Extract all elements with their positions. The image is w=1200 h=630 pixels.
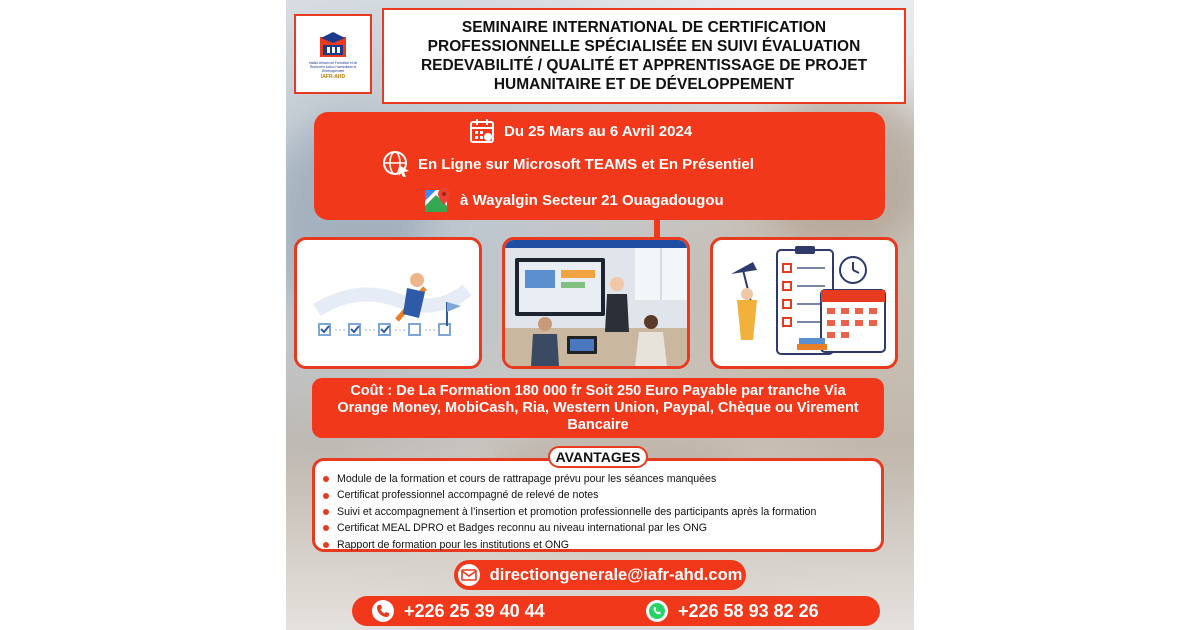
event-dates: Du 25 Mars au 6 Avril 2024 [504, 122, 693, 140]
phone-contact[interactable] [372, 600, 545, 622]
advantages-heading: AVANTAGES [548, 446, 648, 468]
advantage-text: Module de la formation et cours de rattrapage prévu pour les séances manquées [337, 473, 717, 485]
list-item [323, 471, 816, 487]
calendar-icon [468, 117, 496, 145]
connector [654, 220, 660, 238]
dates-row [468, 117, 692, 145]
email-address[interactable]: directiongenerale@iafr-ahd.com [489, 565, 743, 584]
advantages-box [312, 458, 884, 552]
envelope-icon [458, 564, 480, 586]
bullet-icon [323, 525, 329, 531]
phone-number[interactable]: +226 25 39 40 44 [404, 600, 545, 621]
event-mode: En Ligne sur Microsoft TEAMS et En Présentiel [418, 155, 754, 173]
bullet-icon [323, 509, 329, 515]
progress-illustration [294, 237, 482, 369]
bullet-icon [323, 476, 329, 482]
bullet-icon [323, 493, 329, 499]
globe-cursor-icon [382, 150, 410, 178]
meeting-room-photo [505, 240, 687, 366]
checklist-calendar-illustration [713, 240, 895, 366]
whatsapp-contact[interactable] [646, 600, 819, 622]
email-pill[interactable] [454, 560, 746, 590]
logo-acronym: IAFR-AHD [320, 73, 346, 80]
advantages-list [323, 471, 816, 553]
bullet-icon [323, 542, 329, 548]
poster [286, 0, 914, 630]
map-pin-icon [424, 186, 452, 214]
advantage-text: Certificat MEAL DPRO et Badges reconnu au niveau international par les ONG [337, 522, 707, 535]
page-title: SEMINAIRE INTERNATIONAL DE CERTIFICATION PROFESSIONNELLE SPÉCIALISÉE EN SUIVI ÉVALUATION REDEVABILITÉ / QUALITÉ ET APPRENTISSAGE DE PROJET HUMANITAIRE ET DE DÉVELOPPEMENT [420, 19, 868, 93]
advantage-text: Rapport de formation pour les institutions et ONG [337, 538, 569, 551]
meeting-photo [502, 237, 690, 369]
mode-row [382, 150, 754, 178]
event-details-panel [314, 112, 885, 220]
phone-icon [372, 600, 394, 622]
list-item [323, 504, 816, 520]
planning-illustration [710, 237, 898, 369]
advantage-text: Suivi et accompagnement à l’insertion et promotion professionnelle des participants après la formation [337, 505, 817, 518]
title-box [382, 8, 906, 104]
event-location: à Wayalgin Secteur 21 Ouagadougou [460, 191, 724, 209]
advantage-text: Certificat professionnel accompagné de relevé de notes [337, 489, 599, 502]
whatsapp-number[interactable]: +226 58 93 82 26 [678, 600, 819, 621]
list-item [323, 520, 816, 536]
list-item [323, 537, 816, 553]
graduation-cap-logo-icon [318, 29, 348, 59]
list-item [323, 487, 816, 503]
phone-bar [352, 596, 880, 626]
location-row [424, 186, 724, 214]
cost-text: Coût : De La Formation 180 000 fr Soit 250 Euro Payable par tranche Via Orange Money, MobiCash, Ria, Western Union, Paypal, Chèque ou Virement Bancaire [337, 382, 859, 433]
logo-caption: Institut Africain de Formation et de Recherche Action Humanitaire et Développement [308, 60, 358, 73]
progress-checklist-illustration [297, 240, 479, 366]
whatsapp-icon [646, 600, 668, 622]
logo [294, 14, 372, 94]
cost-box [312, 378, 884, 438]
